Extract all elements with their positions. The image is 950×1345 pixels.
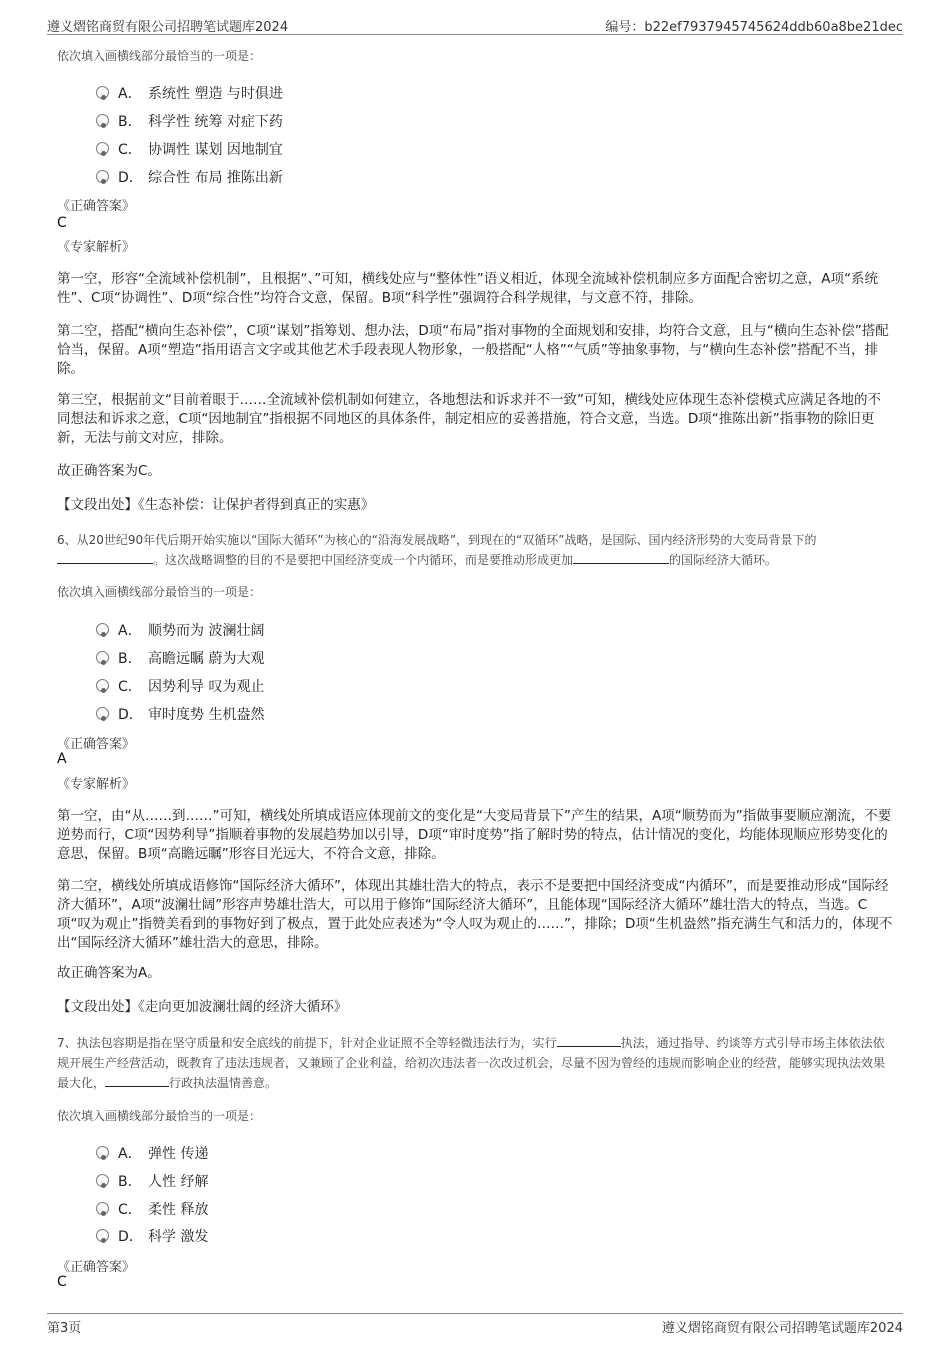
q5-analysis-p2: 第二空，搭配“横向生态补偿”，C项“谋划”指筹划、想办法，D项“布局”指对事物的全面规划和安排，均符合文意，且与“横向生态补偿”搭配恰当，保留。A项“塑造”指用语言文字或其他艺术手段表现人物形象，一般搭配“人格”“气质”等抽象事物，与“横向生态补偿”搭配不当，排除。 <box>57 323 889 377</box>
option-text: 因势利导 叹为观止 <box>148 679 265 695</box>
radio-icon[interactable] <box>96 623 109 636</box>
option-text: 综合性 布局 推陈出新 <box>148 170 283 186</box>
q7-stem-part2: 执法，通过指导、约谈等方式引导市场主体依法依规开展生产经营活动，既教育了违法违规者，又兼顾了企业利益，给初次违法者一次改过机会，尽量不因为曾经的违规而影响企业的经营，能够实现执法效果最大化， <box>57 1036 886 1090</box>
option-text: 人性 纾解 <box>148 1174 209 1190</box>
q7-blank-2 <box>105 1074 169 1087</box>
q5-answer-label: 《正确答案》 <box>57 199 136 214</box>
q5-answer: C <box>57 215 67 231</box>
option-text: 顺势而为 波澜壮阔 <box>148 623 265 639</box>
radio-icon[interactable] <box>96 1229 109 1242</box>
radio-icon[interactable] <box>96 114 109 127</box>
q6-stem-part1: 6、从20世纪90年代后期开始实施以“国际大循环”为核心的“沿海发展战略”，到现在的“双循环”战略，是国际、国内经济形势的大变局背景下的 <box>57 533 817 547</box>
q6-stem-part3: 的国际经济大循环。 <box>669 553 778 567</box>
option-text: 科学 激发 <box>148 1229 209 1245</box>
option-letter: C． <box>118 1202 142 1218</box>
option-letter: B． <box>118 651 142 667</box>
page-header <box>47 12 903 35</box>
option-text: 科学性 统筹 对症下药 <box>148 114 283 130</box>
q7-blank-1 <box>557 1034 621 1047</box>
q5-prompt: 依次填入画横线部分最恰当的一项是： <box>57 49 262 63</box>
radio-icon[interactable] <box>96 170 109 183</box>
footer-title: 遵义熠铭商贸有限公司招聘笔试题库2024 <box>661 1321 903 1336</box>
option-letter: C． <box>118 679 142 695</box>
option-text: 审时度势 生机盎然 <box>148 707 265 723</box>
radio-icon[interactable] <box>96 1146 109 1159</box>
option-letter: D． <box>118 170 143 186</box>
radio-icon[interactable] <box>96 1174 109 1187</box>
option-text: 柔性 释放 <box>148 1202 209 1218</box>
option-letter: B． <box>118 114 142 130</box>
q6-answer: A <box>57 751 67 767</box>
q6-stem-part2: 。这次战略调整的目的不是要把中国经济变成一个内循环，而是要推动形成更加 <box>153 553 574 567</box>
page-number: 第3页 <box>47 1321 82 1336</box>
radio-icon[interactable] <box>96 707 109 720</box>
option-text: 协调性 谋划 因地制宜 <box>148 142 283 158</box>
q5-conclusion: 故正确答案为C。 <box>57 463 161 479</box>
q7-answer-label: 《正确答案》 <box>57 1260 136 1275</box>
radio-icon[interactable] <box>96 679 109 692</box>
radio-icon[interactable] <box>96 651 109 664</box>
q6-blank-2 <box>573 551 669 564</box>
q6-answer-label: 《正确答案》 <box>57 737 136 752</box>
q7-stem <box>57 1033 893 1093</box>
q7-stem-part3: 行政执法温情善意。 <box>169 1076 278 1090</box>
q5-analysis-p3: 第三空，根据前文“目前着眼于……全流域补偿机制如何建立，各地想法和诉求并不一致”可知，横线处应体现生态补偿模式应满足各地的不同想法和诉求之意，C项“因地制宜”指根据不同地区的具体条件，制定相应的妥善措施，符合文意，当选。D项“推陈出新”指事物的除旧更新，无法与前文对应，排除。 <box>57 392 881 446</box>
radio-icon[interactable] <box>96 142 109 155</box>
option-letter: A． <box>118 86 142 102</box>
q6-analysis-p1: 第一空，由“从……到……”可知，横线处所填成语应体现前文的变化是“大变局背景下”产生的结果，A项“顺势而为”指做事要顺应潮流，不要逆势而行，C项“因势利导”指顺着事物的发展趋势加以引导，D项“审时度势”指了解时势的特点，估计情况的变化，均能体现顺应形势变化的意思，保留。B项“高瞻远瞩”形容目光远大，不符合文意，排除。 <box>57 808 892 862</box>
q6-analysis-p2: 第二空，横线处所填成语修饰“国际经济大循环”，体现出其雄壮浩大的特点，表示不是要把中国经济变成“内循环”，而是要推动形成“国际经济大循环”，A项“波澜壮阔”形容声势雄壮浩大，可以用于修饰“国际经济大循环”，且能体现“国际经济大循环”雄壮浩大的特点，当选。C项“叹为观止”指赞美看到的事物好到了极点，置于此处应表述为“令人叹为观止的……”，排除；D项“生机盎然”指充满生气和活力的，体现不出“国际经济大循环”雄壮浩大的意思，排除。 <box>57 878 893 951</box>
q6-prompt: 依次填入画横线部分最恰当的一项是： <box>57 585 262 599</box>
q6-source: 【文段出处】《走向更加波澜壮阔的经济大循环》 <box>57 999 348 1015</box>
q7-answer: C <box>57 1274 67 1290</box>
option-text: 高瞻远瞩 蔚为大观 <box>148 651 265 667</box>
radio-icon[interactable] <box>96 86 109 99</box>
option-letter: A． <box>118 1146 142 1162</box>
header-title: 遵义熠铭商贸有限公司招聘笔试题库2024 <box>47 20 289 35</box>
q5-analysis-p1: 第一空，形容“全流域补偿机制”，且根据“、”可知，横线处应与“整体性”语义相近，体现全流域补偿机制应多方面配合密切之意，A项“系统性”、C项“协调性”、D项“综合性”均符合文意，保留。B项“科学性”强调符合科学规律，与文意不符，排除。 <box>57 271 878 306</box>
radio-icon[interactable] <box>96 1202 109 1215</box>
option-letter: D． <box>118 707 143 723</box>
option-letter: C． <box>118 142 142 158</box>
option-letter: A． <box>118 623 142 639</box>
q6-blank-1 <box>57 551 153 564</box>
q6-conclusion: 故正确答案为A。 <box>57 965 161 981</box>
option-letter: D． <box>118 1229 143 1245</box>
option-text: 系统性 塑造 与时俱进 <box>148 86 283 102</box>
q5-analysis-label: 《专家解析》 <box>57 240 136 255</box>
page-footer <box>47 1313 903 1336</box>
option-letter: B． <box>118 1174 142 1190</box>
q5-source: 【文段出处】《生态补偿：让保护者得到真正的实惠》 <box>57 497 375 513</box>
q7-prompt: 依次填入画横线部分最恰当的一项是： <box>57 1109 262 1123</box>
q7-stem-part1: 7、执法包容期是指在坚守质量和安全底线的前提下，针对企业证照不全等轻微违法行为，实行 <box>57 1036 557 1050</box>
q6-analysis-label: 《专家解析》 <box>57 777 136 792</box>
header-doc-id: 编号：b22ef7937945745624ddb60a8be21dec <box>605 20 903 35</box>
q6-stem <box>57 530 893 570</box>
option-text: 弹性 传递 <box>148 1146 209 1162</box>
